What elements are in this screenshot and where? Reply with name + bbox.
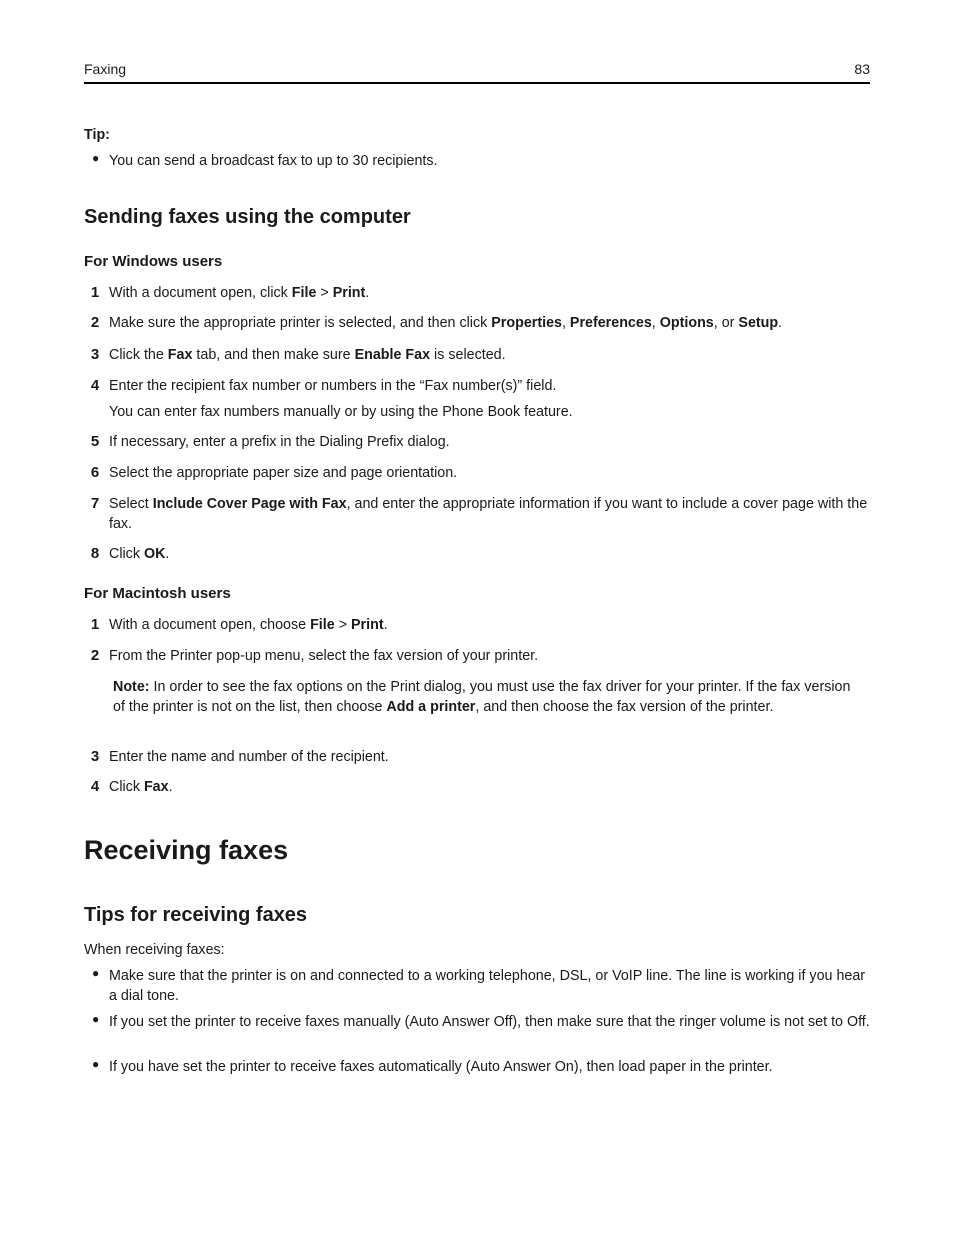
section-title-sending: Sending faxes using the computer	[84, 206, 411, 228]
step-number: 3	[90, 346, 100, 363]
step-number: 2	[90, 647, 100, 664]
step-text: Select Include Cover Page with Fax, and enter the appropriate information if you want to include a cover page with the fax.	[109, 496, 868, 532]
step-text: Enter the recipient fax number or numbers in the “Fax number(s)” field.	[109, 378, 557, 394]
tip-text: You can send a broadcast fax to up to 30 recipients.	[109, 153, 438, 169]
step-number: 4	[90, 377, 100, 394]
step-number: 7	[90, 495, 100, 512]
step-text: With a document open, click File > Print.	[109, 285, 370, 301]
step-text: From the Printer pop-up menu, select the fax version of your printer.	[109, 648, 539, 664]
step-number: 1	[90, 616, 100, 633]
step-number: 1	[90, 284, 100, 301]
bullet-text: If you set the printer to receive faxes manually (Auto Answer Off), then make sure that the ringer volume is not set to Off.	[109, 1014, 870, 1030]
bullet-icon: ●	[92, 1057, 100, 1071]
step-number: 4	[90, 778, 100, 795]
bullet-icon: ●	[92, 966, 100, 980]
subsection-title-mac: For Macintosh users	[84, 585, 231, 602]
step-text: Click the Fax tab, and then make sure Enable Fax is selected.	[109, 347, 506, 363]
step-text: Select the appropriate paper size and page orientation.	[109, 465, 458, 481]
step-text: Enter the name and number of the recipient.	[109, 749, 389, 765]
step-text: Click Fax.	[109, 779, 173, 795]
step-number: 6	[90, 464, 100, 481]
receiving-intro: When receiving faxes:	[84, 942, 225, 958]
step-text: With a document open, choose File > Print.	[109, 617, 388, 633]
step-number: 2	[90, 314, 100, 331]
step-text: Click OK.	[109, 546, 170, 562]
chapter-title-receiving: Receiving faxes	[84, 835, 289, 865]
step-number: 8	[90, 545, 100, 562]
page-header	[84, 60, 870, 84]
subsection-title-windows: For Windows users	[84, 253, 223, 270]
step-text: If necessary, enter a prefix in the Dialing Prefix dialog.	[109, 434, 450, 450]
bullet-text: If you have set the printer to receive faxes automatically (Auto Answer On), then load paper in the printer.	[109, 1059, 773, 1075]
step-number: 3	[90, 748, 100, 765]
tip-label: Tip:	[84, 127, 110, 143]
bullet-text: Make sure that the printer is on and connected to a working telephone, DSL, or VoIP line. The line is working if you hear a dial tone.	[109, 968, 866, 1004]
step-subtext: You can enter fax numbers manually or by using the Phone Book feature.	[109, 404, 573, 420]
section-name: Faxing	[84, 61, 127, 77]
page-number: 83	[854, 61, 870, 77]
bullet-icon: ●	[92, 151, 100, 165]
bullet-icon: ●	[92, 1012, 100, 1026]
section-title-tips: Tips for receiving faxes	[84, 904, 308, 926]
step-text: Make sure the appropriate printer is selected, and then click Properties, Preferences, Options, or Setup.	[109, 315, 783, 331]
step-number: 5	[90, 433, 100, 450]
note-text: Note: In order to see the fax options on the Print dialog, you must use the fax driver for your printer. If the fax version of the printer is not on the list, then choose Add a printer, and then choose the fax version of the printer.	[113, 679, 851, 715]
